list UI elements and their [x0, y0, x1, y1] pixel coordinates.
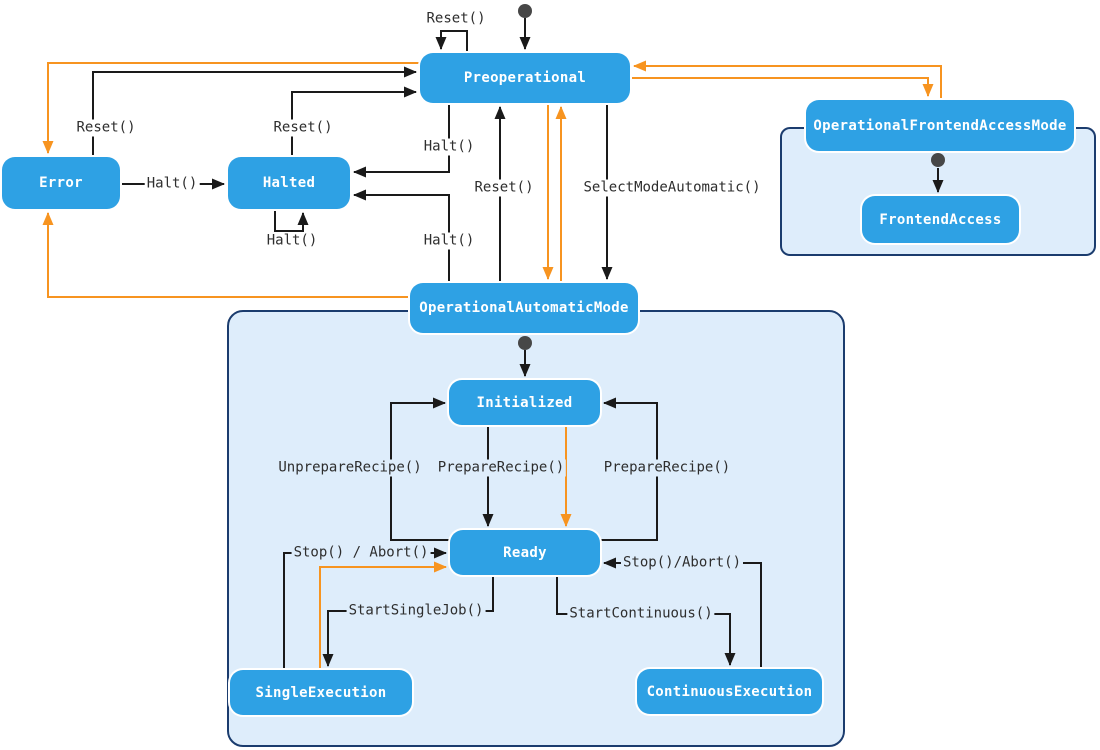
state-label: OperationalAutomaticMode — [419, 300, 629, 316]
transition-label-selectmode: SelectModeAutomatic() — [583, 179, 761, 196]
state-label: FrontendAccess — [879, 211, 1002, 228]
transition-ready-to-singleexecution — [328, 575, 493, 666]
state-ready — [450, 530, 600, 575]
initial-state-dot — [518, 336, 532, 350]
state-preoperational — [420, 53, 630, 103]
transition-automaticmode-to-error-orange — [48, 213, 410, 297]
state-label: ContinuousExecution — [646, 683, 813, 700]
transition-label-stop-abort-right: Stop()/Abort() — [622, 554, 742, 571]
state-label: SingleExecution — [255, 684, 387, 701]
transition-label-unprepare: UnprepareRecipe() — [278, 459, 422, 476]
transition-frontendaccessmode-to-preoperational-orange — [634, 66, 941, 100]
transition-label-stop-abort-left: Stop() / Abort() — [293, 544, 429, 561]
transition-label-halt-error: Halt() — [146, 175, 198, 192]
transition-preoperational-self-reset — [441, 31, 467, 53]
transition-label-reset-error: Reset() — [76, 119, 136, 136]
transition-label-reset-self: Reset() — [426, 10, 486, 27]
state-operational-automatic-mode — [410, 283, 638, 333]
state-operational-frontend-access-mode — [806, 100, 1074, 151]
state-continuous-execution — [637, 669, 822, 714]
state-label: Halted — [262, 175, 316, 191]
transition-preoperational-to-error-orange — [48, 63, 420, 153]
state-frontend-access — [862, 196, 1019, 243]
state-error — [2, 157, 120, 209]
state-label: Ready — [503, 544, 547, 561]
state-halted — [228, 157, 350, 209]
transition-label-halt-oam: Halt() — [423, 232, 475, 249]
transition-label-halt-preop: Halt() — [423, 138, 475, 155]
state-label: Initialized — [476, 394, 573, 411]
initial-state-dot — [518, 4, 532, 18]
transition-label-prepare-left: PrepareRecipe() — [437, 459, 565, 476]
transition-label-startcontinuous: StartContinuous() — [569, 605, 713, 622]
state-label: OperationalFrontendAccessMode — [813, 117, 1067, 134]
transition-label-prepare-right: PrepareRecipe() — [603, 459, 731, 476]
initial-state-dot — [931, 153, 945, 167]
transition-label-halt-self: Halt() — [266, 232, 318, 249]
transition-halted-self-halt — [275, 209, 303, 231]
transition-preoperational-to-halted — [354, 103, 449, 172]
transition-label-startsinglejob: StartSingleJob() — [348, 602, 484, 619]
transition-label-reset-halted: Reset() — [273, 119, 333, 136]
transition-error-to-preoperational — [93, 72, 416, 157]
transition-label-reset-oam: Reset() — [474, 179, 534, 196]
state-initialized — [449, 380, 600, 425]
state-single-execution — [230, 670, 412, 715]
state-label: Error — [39, 175, 83, 191]
transition-preoperational-to-frontendaccessmode-orange — [630, 78, 928, 96]
state-label: Preoperational — [463, 70, 587, 86]
